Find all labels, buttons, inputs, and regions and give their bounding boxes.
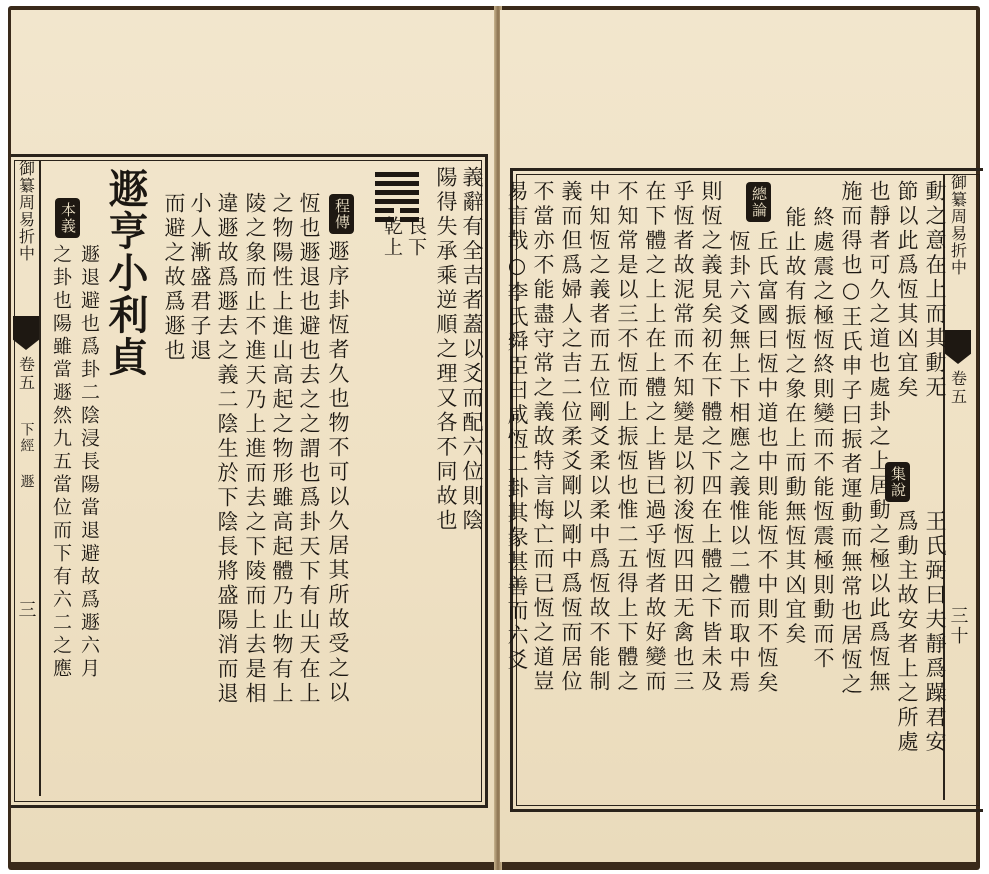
left-page: [11, 10, 497, 862]
continuation-column-2: 義辭有全吉者蓋以爻而配六位則陰: [460, 166, 484, 534]
chengzhuan-column-d: 陵之象而止不進天乃上進而去之下陵而上去是相: [243, 192, 267, 707]
text-column-8: 恆卦六爻無上下相應之義惟以二體而取中焉: [727, 230, 751, 696]
fish-tail-ornament: [945, 330, 971, 364]
chengzhuan-column-e: 之物陽性上進山高起之物形雖高起體乃止物有上: [270, 192, 294, 707]
benyi-badge: 本義: [55, 198, 80, 238]
text-column-15: 不當亦不能盡守常之義故特言悔亡而已恆之道豈: [531, 180, 555, 695]
text-column-13: 中知恆之義者而五位剛爻柔以柔中爲恆故不能制: [587, 180, 611, 695]
banxin-title: 御纂周易折中: [948, 174, 968, 276]
wangbi-column-1: 王氏弼曰夫靜爲躁君安: [923, 510, 947, 755]
text-column-3: 也靜者可久之道也處卦之上居動之極以此爲恆無: [867, 180, 891, 695]
chengzhuan-column-b: 小人漸盛君子退: [188, 192, 212, 364]
text-column-11: 在下體之上上在上體之上皆已過乎恆者故好變而: [643, 180, 667, 695]
chengzhuan-column-first: 遯序卦恆者久也物不可以久居其所故受之以: [326, 240, 350, 706]
chengzhuan-column-a: 而避之故爲遯也: [162, 192, 186, 364]
text-column-14: 義而但爲婦人之吉二位柔爻剛以剛中爲恆而居位: [559, 180, 583, 695]
hexagram-heading: 遯亨小利貞: [102, 168, 149, 378]
banxin-page-number: 三十: [947, 606, 969, 646]
gen-xia-label: 艮下: [405, 216, 427, 258]
continuation-column-1: 陽得失承乘逆順之理又各不同故也: [434, 166, 458, 534]
chengzhuan-column-c: 違遯故爲遯去之義二陰生於下陰長將盛陽消而退: [215, 192, 239, 707]
text-column-2: 節以此爲恆其凶宜矣: [895, 180, 919, 401]
banxin-volume: 卷五: [16, 356, 36, 392]
banxin-title: 御纂周易折中: [16, 160, 36, 262]
zonglun-badge: 總論: [746, 182, 771, 222]
banxin-section: 下經: [18, 422, 35, 454]
text-column-1: 動之意在上而其動无: [923, 180, 947, 401]
text-column-12: 不知常是以三不恆而上振恆也惟二五得上下體之: [615, 180, 639, 695]
chengzhuan-badge: 程傳: [329, 194, 354, 234]
text-column-16: 易言哉○李氏舜臣曰咸恆二卦其彖甚善而六爻: [505, 180, 529, 673]
text-column-10: 乎恆者故泥常而不知變是以初浚恆四田无禽也三: [671, 180, 695, 695]
qian-shang-label: 乾上: [381, 216, 403, 258]
left-banxin: [13, 160, 41, 796]
text-column-9: 則恆之義見矣初在下體之下四在上體之下皆未及: [699, 180, 723, 695]
banxin-volume: 卷五: [948, 370, 968, 406]
wangbi-column-2: 爲動主故安者上之所處: [895, 510, 919, 755]
right-page: [500, 10, 976, 862]
benyi-column-1: 遯退避也爲卦二陰浸長陽當退避故爲遯六月: [78, 244, 100, 681]
text-column-4: 施而得也○王氏申子曰振者運動而無常也居恆之: [839, 180, 863, 698]
text-column-5: 終處震之極恆終則變而不能恆震極則動而不: [811, 206, 835, 672]
chengzhuan-column-f: 恆也遯退也避也去之之謂也爲卦天下有山天在上: [297, 192, 321, 707]
fish-tail-ornament: [13, 316, 39, 350]
benyi-column-2: 之卦也陽雖當遯然九五當位而下有六二之應: [50, 244, 72, 681]
text-column-7: 丘氏富國曰恆中道也中則能恆不中則不恆矣: [755, 230, 779, 696]
book-spread: [8, 6, 980, 870]
jishuo-badge: 集說: [885, 462, 910, 502]
banxin-page-number: 三: [15, 600, 37, 620]
banxin-hexagram: 遯: [18, 474, 35, 490]
text-column-6: 能止故有振恆之象在上而動無恆其凶宜矣: [783, 206, 807, 647]
